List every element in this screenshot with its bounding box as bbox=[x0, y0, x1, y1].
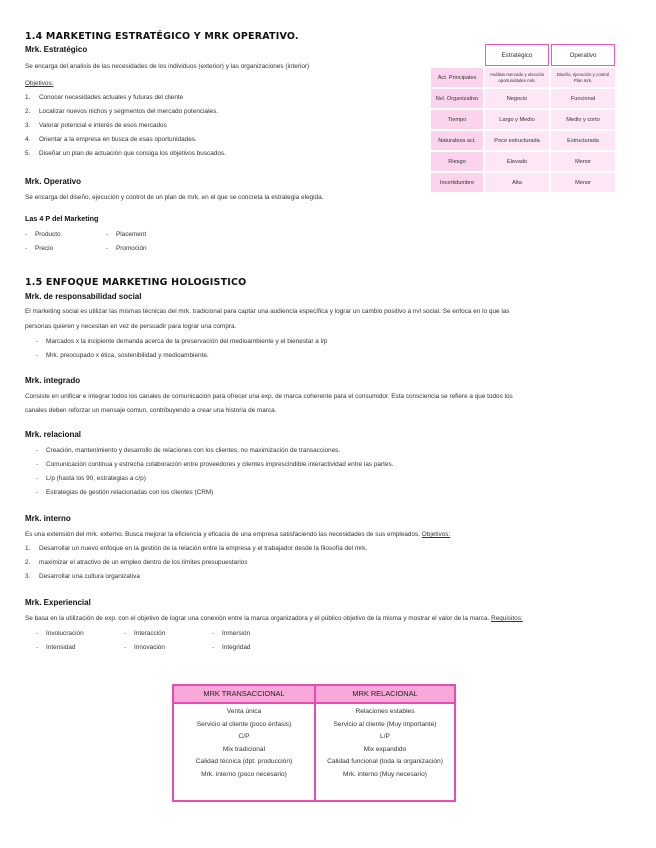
table-cell: Largo y Medio bbox=[485, 110, 549, 129]
list-item: - Marcados x la incipiente demanda acerca de la preservación del medioambiente y el bienestar a l/p bbox=[36, 338, 328, 345]
list-item: - L/p (hasta los 90, estrategias a c/p) bbox=[36, 475, 146, 482]
row-label: Riesgo bbox=[431, 152, 483, 171]
list-item: 4. Orientar a la empresa en busca de esas oportunidades. bbox=[25, 136, 197, 143]
integrado-description-line-2: canales deben reforzar un mensaje comun, contribuyendo a crear una historia de marca. bbox=[25, 407, 277, 414]
table-cell: Servicio al cliente (poco énfasis) bbox=[196, 720, 292, 728]
row-label: Act. Principales bbox=[431, 68, 483, 87]
table-cell: Diseño, ejecución y control Plan mrk. bbox=[551, 68, 615, 87]
table-row bbox=[431, 68, 615, 87]
table-cell: Menor bbox=[551, 173, 615, 192]
table-cell: Venta única bbox=[226, 708, 262, 715]
4p-col-2 bbox=[106, 230, 147, 254]
list-item: 2. maximizar el atractivo de un empleo dentro de los límites presupuestarios bbox=[25, 559, 248, 566]
column-cells bbox=[316, 704, 454, 782]
table-cell: C/P bbox=[238, 733, 250, 741]
list-item: - Interacción bbox=[124, 630, 166, 637]
operativo-description: Se encarga del diseño, ejecución y control de un plan de mrk. en el que se concreta la estrategia elegida. bbox=[25, 194, 324, 201]
requisitos-col-3 bbox=[212, 629, 250, 653]
heading-mrk-social: Mrk. de responsabilidad social bbox=[25, 292, 142, 301]
row-label: Tiempo bbox=[431, 110, 483, 129]
heading-mrk-estrategico: Mrk. Estratégico bbox=[25, 45, 88, 54]
table-cell: Menor bbox=[551, 152, 615, 171]
relacional-bullets bbox=[36, 446, 393, 498]
row-label: Naturaleza act. bbox=[431, 131, 483, 150]
list-item: - Comunicación continua y estrecha colaboración entre proveedores y clientes imprescindible interactividad entre las partes. bbox=[36, 461, 394, 468]
estrategico-description: Se encarga del analisis de las necesidades de los individuos (exterior) y las organizaciones (interior) bbox=[25, 63, 310, 70]
list-item: 1. Desarrollar un nuevo enfoque en la gestión de la relación entre la empresa y el trabajador desde la filosofía del mrk. bbox=[25, 545, 368, 552]
column-cells bbox=[174, 704, 314, 782]
list-item: - Inmersión bbox=[212, 630, 251, 637]
list-item: 1. Conocer necesidades actuales y futuras del cliente bbox=[25, 94, 184, 101]
requisitos-col-1 bbox=[36, 629, 84, 653]
table-row bbox=[431, 89, 615, 108]
list-item: 3. Desarrollar una cultura organizativa bbox=[25, 573, 140, 580]
table-row bbox=[431, 152, 615, 171]
list-item: - Precio bbox=[25, 245, 54, 252]
list-item: - Innovación bbox=[124, 644, 165, 651]
table-row bbox=[431, 173, 615, 192]
requisitos-label: Requisitos: bbox=[491, 615, 523, 622]
heading-mrk-interno: Mrk. interno bbox=[25, 514, 71, 523]
column-header: MRK TRANSACCIONAL bbox=[174, 686, 314, 704]
table-cell: Estructurada bbox=[551, 131, 615, 150]
heading-mrk-experiencial: Mrk. Experiencial bbox=[25, 598, 91, 607]
column-header: Operativo bbox=[551, 44, 615, 66]
transaccional-column bbox=[174, 686, 316, 800]
estrategico-vs-operativo-table bbox=[429, 42, 617, 194]
table-cell: Mix expandido bbox=[363, 745, 407, 753]
interno-objetivos-list bbox=[25, 544, 367, 582]
section-title-1-5: 1.5 ENFOQUE MARKETING HOLOGISTICO bbox=[25, 277, 247, 288]
heading-4p: Las 4 P del Marketing bbox=[25, 214, 99, 223]
requisitos-col-2 bbox=[124, 629, 165, 653]
social-description-line-1: El marketing social es utilizar las mismas técnicas del mrk. tradicional para captar una audiencia específica y lograr un cambio positivo a nvl social. Se enfoca en lo que las bbox=[25, 308, 510, 315]
table-header-row bbox=[431, 44, 615, 66]
column-header: MRK RELACIONAL bbox=[316, 686, 454, 704]
table-cell: Relaciones estables bbox=[355, 708, 415, 715]
table-row bbox=[431, 110, 615, 129]
table-row bbox=[431, 131, 615, 150]
row-label: Incertidumbre bbox=[431, 173, 483, 192]
transaccional-vs-relacional-table bbox=[172, 684, 456, 802]
objetivos-label: Objetivos: bbox=[25, 80, 54, 87]
table-cell: Funcional bbox=[551, 89, 615, 108]
list-item: - Promoción bbox=[106, 245, 147, 252]
integrado-description-line-1: Consiste en unificar e integrar todos los canales de comunicación para ofrecer una exp. de marca coherente para el consumidor. Esta consciencia se refiere a que todos los bbox=[25, 393, 513, 400]
table-cell: Negocio bbox=[485, 89, 549, 108]
list-item: 2. Localizar nuevos nichos y segmentos del mercado potenciales. bbox=[25, 108, 219, 115]
table-cell: Poco estructurada bbox=[485, 131, 549, 150]
estrategico-objetivos-list bbox=[25, 93, 226, 159]
table-cell: Calidad técnica (dpt. producción) bbox=[195, 758, 293, 766]
experiencial-description: Se basa en la utilización de exp. con el objetivo de lograr una conexión entre la marca organizadora y el público objetivo de la misma y mostrar el valor de la marca. Requisitos: bbox=[25, 615, 523, 622]
row-label: Nvl. Organizativo bbox=[431, 89, 483, 108]
social-description-line-2: personas quieren y necesitan en vez de persuadir para lograr una compra. bbox=[25, 323, 237, 330]
table-cell: Alta bbox=[485, 173, 549, 192]
heading-mrk-integrado: Mrk. integrado bbox=[25, 376, 81, 385]
table-cell: Medio y corto bbox=[551, 110, 615, 129]
table-cell: Mix tradicional bbox=[222, 745, 266, 753]
list-item: - Placement bbox=[106, 231, 147, 238]
list-item: - Creación, mantenimiento y desarrollo de relaciones con los clientes, no maximización de transacciones. bbox=[36, 447, 341, 454]
list-item: 5. Diseñar un plan de actuación que consiga los objetivos buscados. bbox=[25, 150, 226, 157]
column-header: Estratégico bbox=[485, 44, 549, 66]
table-cell: L/P bbox=[380, 733, 390, 741]
list-item: - Producto bbox=[25, 231, 61, 238]
relacional-column bbox=[316, 686, 454, 800]
social-bullets bbox=[36, 337, 327, 361]
table-cell: Mrk. interno (Muy necesario) bbox=[343, 770, 427, 778]
list-item: - Mrk. preocupado x ética, sostenibilidad y medioambiente. bbox=[36, 352, 209, 359]
list-item: - Intensidad bbox=[36, 644, 76, 651]
interno-objetivos-label: Objetivos: bbox=[421, 531, 451, 538]
list-item: - Involucración bbox=[36, 630, 84, 637]
list-item: - Estrategias de gestión relacionadas con los clientes (CRM) bbox=[36, 489, 214, 496]
table-cell: Análisis mercado y elección oportunidades mrk. bbox=[485, 68, 549, 87]
heading-mrk-relacional: Mrk. relacional bbox=[25, 430, 82, 439]
list-item: 3. Valorar potencial e interés de esos mercados bbox=[25, 122, 167, 129]
4p-col-1 bbox=[25, 230, 61, 254]
table-cell: Calidad funcional (toda la organización) bbox=[327, 758, 443, 766]
table-cell: Servicio al cliente (Muy importante) bbox=[333, 720, 437, 728]
table-cell: Mrk. interno (poco necesario) bbox=[201, 770, 287, 778]
heading-mrk-operativo: Mrk. Operativo bbox=[25, 177, 82, 186]
list-item: - Integridad bbox=[212, 644, 251, 651]
section-title-1-4: 1.4 MARKETING ESTRATÉGICO Y MRK OPERATIVO. bbox=[25, 31, 299, 42]
interno-description: Es una extensión del mrk. externo. Busca mejorar la eficiencia y eficacia de una empresa satisfaciendo las necesidades de sus empleados. Objetivos: bbox=[25, 531, 451, 538]
table-cell: Elevado bbox=[485, 152, 549, 171]
